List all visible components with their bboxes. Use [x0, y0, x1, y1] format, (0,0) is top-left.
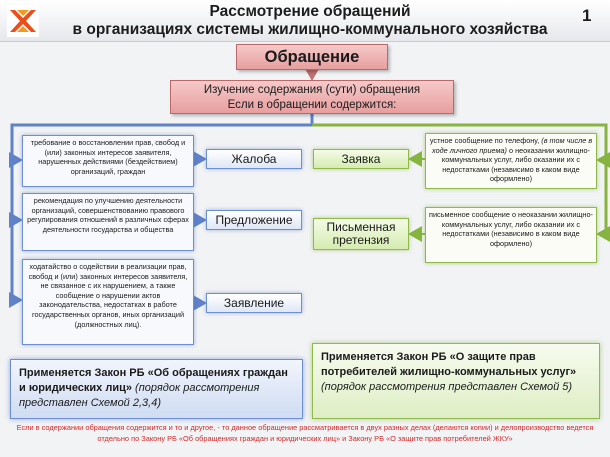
request-text-post: о неоказании жилищно-коммунальных услуг, либо оказании их с недостатками (независимо в каком виде оформлено): [441, 145, 590, 184]
study-line-1: Изучение содержания (сути) обращения: [203, 84, 421, 96]
logo-icon: [6, 4, 40, 38]
page-number: 1: [582, 6, 592, 25]
application-description: ходатайство о содействии в реализации прав, свобод и (или) законных интересов заявителя, не связанное с их нарушением, а также сообщение о нарушении актов законодательства, недостатках в работе государственных органов, иных организаций (должностных лиц).: [22, 259, 194, 345]
appeal-box: Обращение: [236, 44, 388, 70]
complaint-label: Жалоба: [206, 149, 302, 169]
footnote: Если в содержании обращения содержится и то и другое, - то данное обращение рассматривается в двух разных делах (делаются копии) и делопроизводство ведется отдельно по Закону РБ «Об обращениях граждан и юридических лиц» и Закону РБ «О защите прав потребителей ЖКУ»: [16, 423, 594, 443]
law-consumer-title: Применяется Закон РБ «О защите прав потребителей жилищно-коммунальных услуг»: [321, 351, 577, 378]
title-line-1: Рассмотрение обращений: [209, 3, 411, 20]
title-line-2: в организациях системы жилищно-коммунального хозяйства: [72, 21, 548, 38]
complaint-description: требование о восстановлении прав, свобод и (или) законных интересов заявителя, нарушенных действиями (бездействием) организаций, граждан: [22, 135, 194, 187]
request-label: Заявка: [313, 149, 409, 169]
request-description: [425, 133, 597, 189]
request-text-pre: устное сообщение по телефону,: [429, 136, 542, 145]
law-appeals-box: [10, 359, 303, 419]
written-claim-description: письменное сообщение о неоказании жилищно-коммунальных услуг, либо оказании их с недостатками (независимо в каком виде оформлено): [425, 207, 597, 263]
written-claim-label: Письменная претензия: [313, 218, 409, 250]
page-title: [50, 3, 570, 39]
application-label: Заявление: [206, 293, 302, 313]
study-line-2: Если в обращении содержится:: [227, 99, 397, 111]
proposal-label: Предложение: [206, 210, 302, 230]
law-consumer-box: [312, 343, 600, 419]
law-appeals-title: Применяется Закон РБ «Об обращениях граждан и юридических лиц»: [19, 367, 288, 394]
law-consumer-note: (порядок рассмотрения представлен Схемой 5): [321, 381, 573, 393]
request-text-italic: (в том числе в ходе личного приема): [432, 136, 593, 155]
proposal-description: рекомендация по улучшению деятельности организаций, совершенствованию правового регулирования отношений в различных сферах деятельности государства и общества: [22, 193, 194, 251]
law-appeals-note: (порядок рассмотрения представлен Схемой 2,3,4): [19, 382, 260, 409]
study-content-box: [170, 80, 454, 114]
